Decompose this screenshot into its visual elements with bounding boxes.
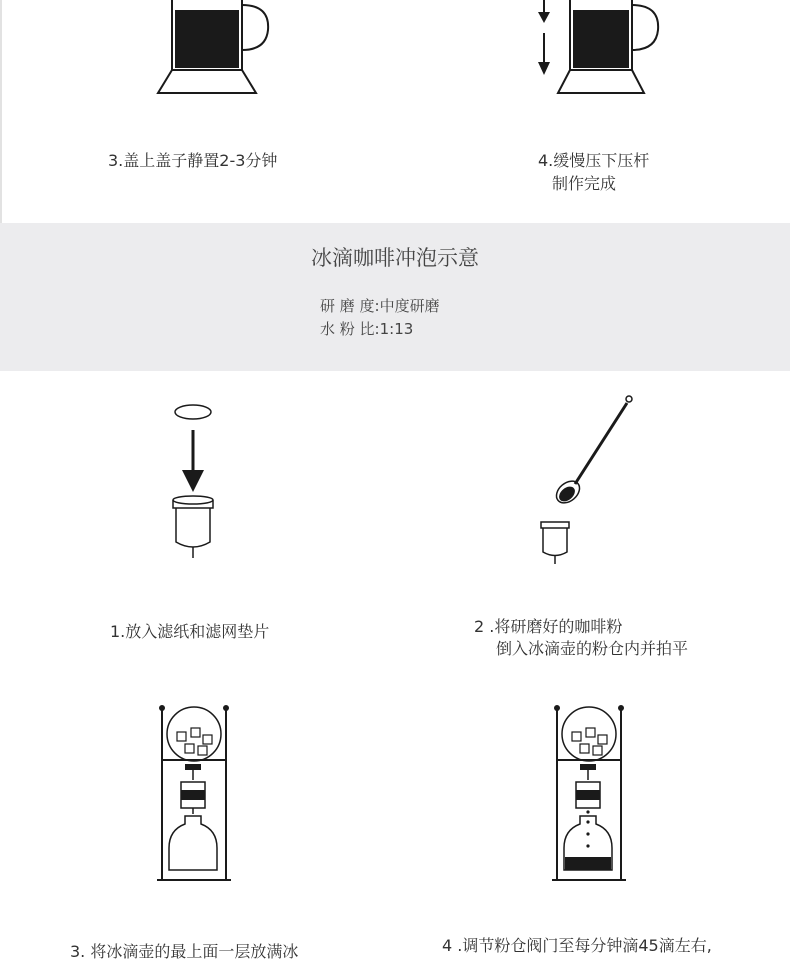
step2-caption-line2: 倒入冰滴壶的粉仓内并拍平 <box>496 639 689 658</box>
step3-cold-caption: 3. 将冰滴壶的最上面一层放满冰 <box>70 942 299 961</box>
cold-drip-tower-icon <box>155 702 245 892</box>
grind-label: 研 磨 度: <box>320 297 380 315</box>
band-title: 冰滴咖啡冲泡示意 <box>311 246 479 270</box>
step4-caption-line2: 制作完成 <box>552 174 617 193</box>
step3-caption: 3.盖上盖子静置2-3分钟 <box>108 151 278 170</box>
grind-value: 中度研磨 <box>379 297 440 315</box>
ratio-value: 1:13 <box>379 320 414 338</box>
step2-caption-line1: 2 .将研磨好的咖啡粉 <box>474 617 623 636</box>
ratio-spec <box>320 318 413 339</box>
french-press-icon <box>150 0 290 95</box>
left-border <box>0 0 2 223</box>
spoon-icon <box>520 392 640 572</box>
step1-caption: 1.放入滤纸和滤网垫片 <box>110 622 270 641</box>
step4-cold-caption: 4 .调节粉仓阀门至每分钟滴45滴左右, <box>442 936 712 955</box>
ratio-label: 水 粉 比: <box>320 320 380 338</box>
french-press-pressing-icon <box>530 0 690 95</box>
step4-caption-line1: 4.缓慢压下压杆 <box>538 151 650 170</box>
filter-paper-icon <box>160 400 240 570</box>
cold-drip-tower-dripping-icon <box>550 702 640 892</box>
grind-spec <box>320 295 440 316</box>
